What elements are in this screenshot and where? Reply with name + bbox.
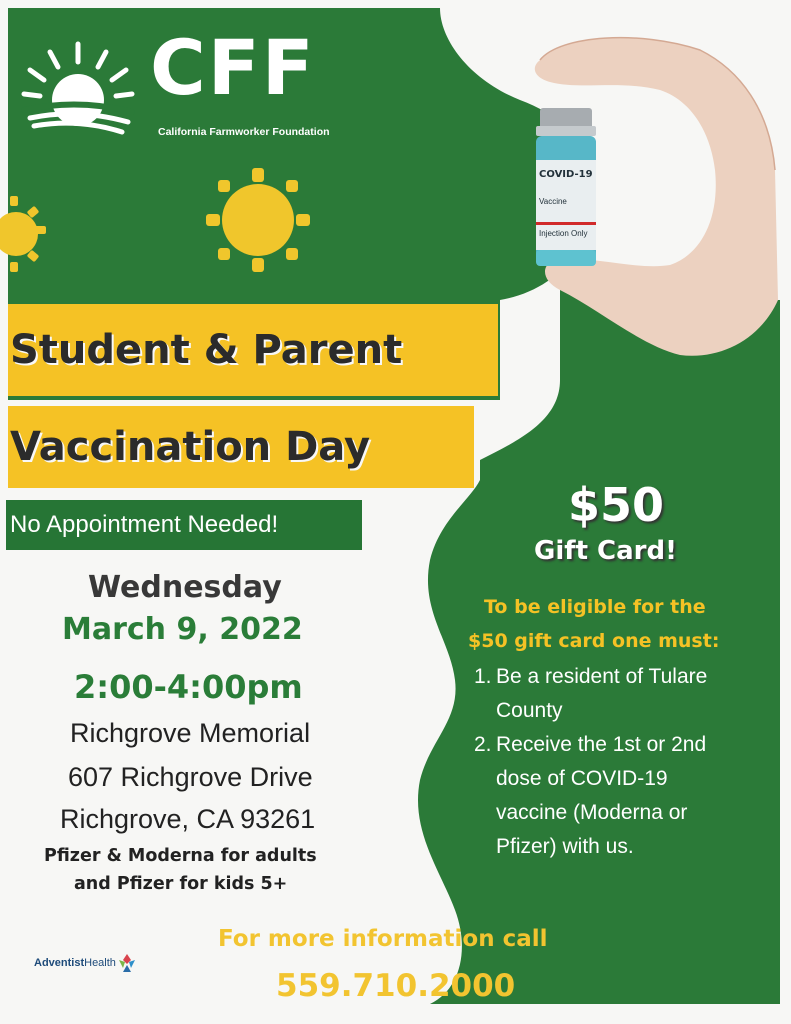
leaf-icon bbox=[117, 952, 137, 974]
requirement-1-line-2: County bbox=[496, 699, 563, 722]
vaccine-vial-illustration bbox=[536, 108, 596, 266]
vial-label-text: Vaccine bbox=[539, 197, 567, 206]
eligibility-line-1: To be eligible for the bbox=[484, 596, 706, 618]
vial-label-injection: Injection Only bbox=[539, 229, 588, 238]
event-date: March 9, 2022 bbox=[62, 612, 303, 647]
no-appointment-banner: No Appointment Needed! bbox=[6, 500, 362, 550]
event-day: Wednesday bbox=[88, 570, 282, 605]
more-info-text: For more information call bbox=[218, 926, 548, 952]
location-name: Richgrove Memorial bbox=[70, 718, 311, 748]
cff-logo-subtitle: California Farmworker Foundation bbox=[158, 126, 330, 138]
eligibility-line-2: $50 gift card one must: bbox=[468, 630, 720, 652]
requirement-1-line-1: Be a resident of Tulare bbox=[496, 665, 708, 688]
headline-band-2 bbox=[8, 406, 474, 488]
requirement-2-line-2: dose of COVID-19 bbox=[496, 767, 668, 790]
gift-card-amount: $50 bbox=[568, 478, 665, 532]
requirement-2-line-3: vaccine (Moderna or bbox=[496, 801, 688, 824]
requirement-1-number: 1. bbox=[474, 665, 492, 688]
headline-line-1: Student & Parent bbox=[10, 327, 403, 373]
phone-number: 559.710.2000 bbox=[276, 968, 516, 1004]
vial-label-title: COVID-19 bbox=[539, 169, 593, 180]
headline-line-2: Vaccination Day bbox=[10, 424, 371, 470]
requirement-2-line-1: Receive the 1st or 2nd bbox=[496, 733, 707, 756]
headline-band-1 bbox=[8, 304, 498, 396]
gift-card-label: Gift Card! bbox=[534, 536, 677, 566]
vaccines-offered-line-1: Pfizer & Moderna for adults bbox=[44, 846, 317, 866]
adventist-health-logo bbox=[34, 952, 137, 974]
cff-logo-text: CFF bbox=[150, 23, 316, 112]
event-time: 2:00-4:00pm bbox=[74, 668, 303, 706]
requirement-2-line-4: Pfizer) with us. bbox=[496, 835, 634, 858]
vaccines-offered-line-2: and Pfizer for kids 5+ bbox=[74, 874, 288, 894]
location-city: Richgrove, CA 93261 bbox=[60, 804, 316, 834]
location-street: 607 Richgrove Drive bbox=[68, 762, 313, 792]
requirement-2-number: 2. bbox=[474, 733, 492, 756]
sponsor-name-part-2: Health bbox=[84, 957, 116, 969]
sponsor-name-part-1: Adventist bbox=[34, 957, 85, 969]
